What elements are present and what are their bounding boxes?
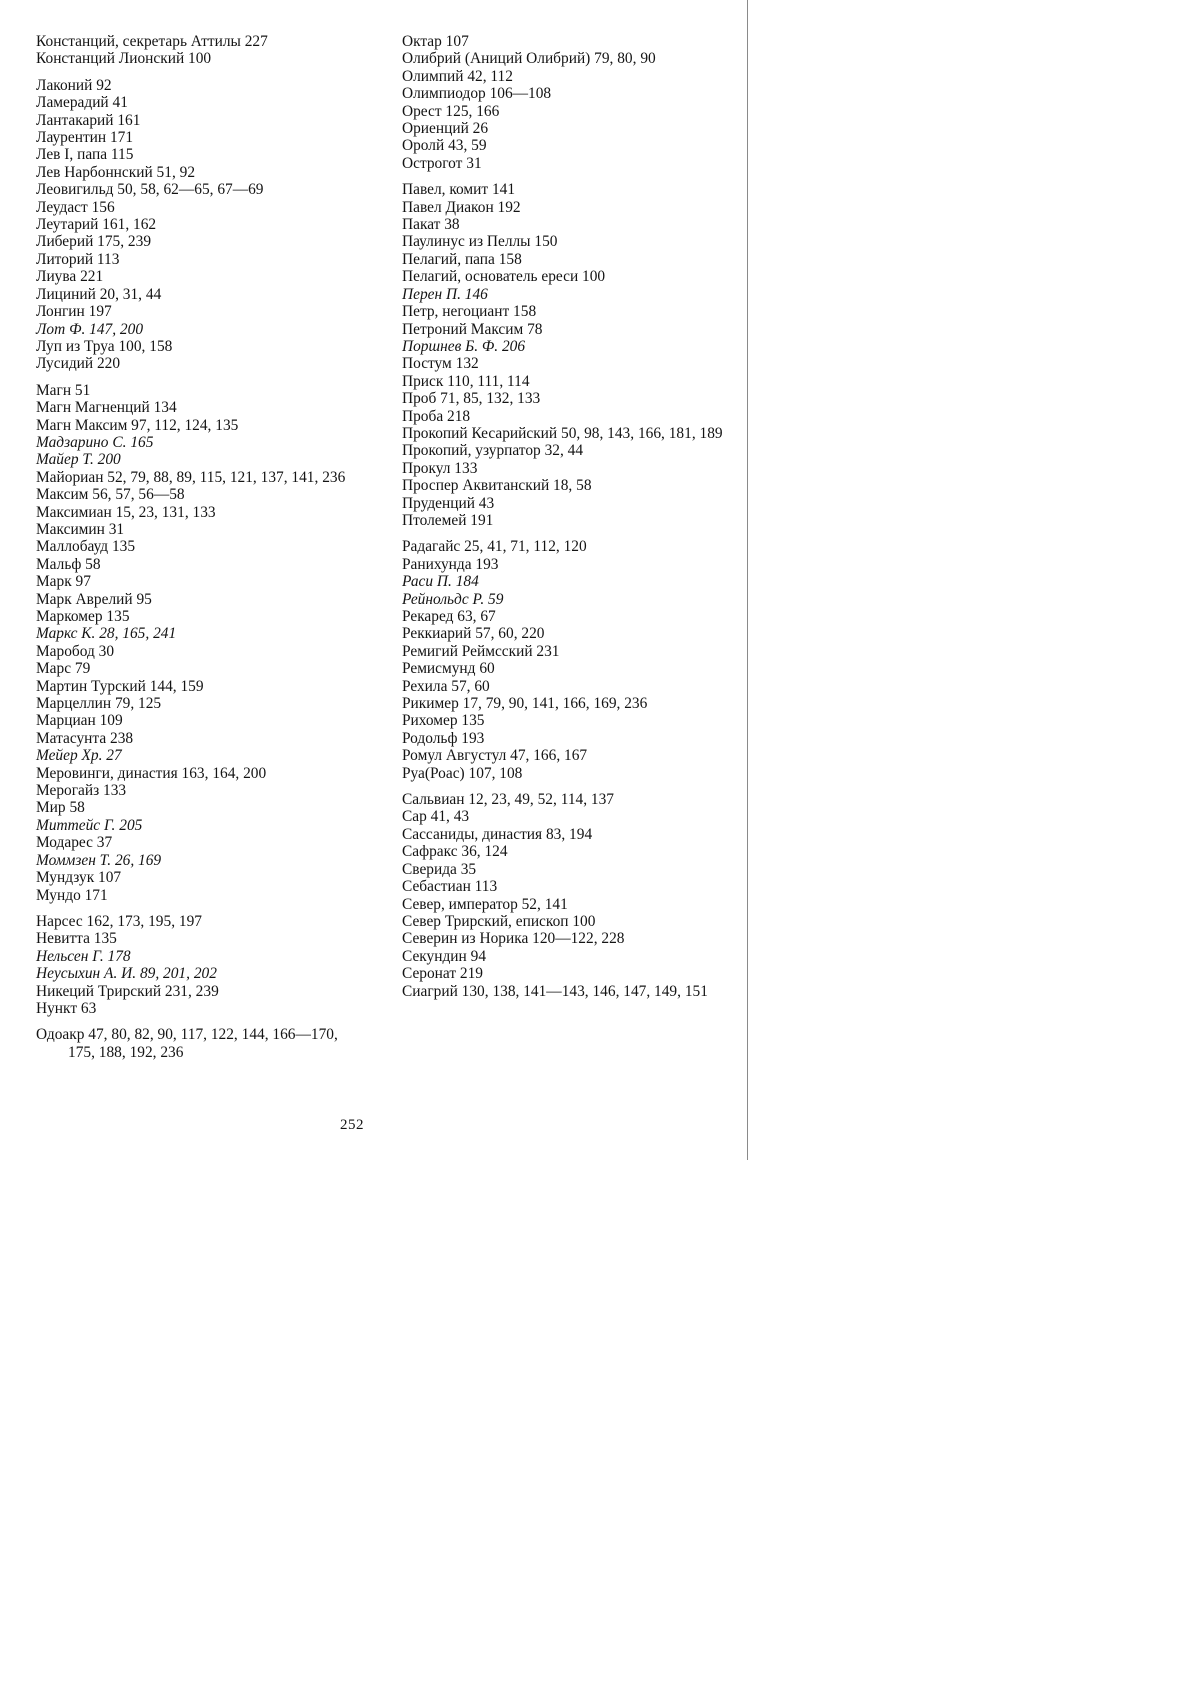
index-entry: Литорий 113 [36, 250, 120, 268]
index-entry: Лонгин 197 [36, 303, 112, 321]
index-entry: Пелагий, основатель ереси 100 [402, 268, 606, 286]
index-entry: Оролй 43, 59 [402, 137, 487, 155]
index-entry: Проба 218 [402, 407, 471, 425]
index-entry: Прокопий, узурпатор 32, 44 [402, 442, 584, 460]
index-entry: Максимиан 15, 23, 131, 133 [36, 503, 216, 521]
index-entry: Ориенций 26 [402, 120, 489, 138]
index-entry: Одоакр 47, 80, 82, 90, 117, 122, 144, 166—170, 175, 188, 192, 236 [36, 1026, 338, 1061]
index-entry: Постум 132 [402, 355, 479, 373]
index-entry: Магн 51 [36, 381, 91, 399]
index-entry: Моммзен Т. 26, 169 [36, 851, 162, 869]
index-entry: Перен П. 146 [402, 285, 488, 303]
index-column-left [36, 33, 366, 1061]
index-entry: Леовигильд 50, 58, 62—65, 67—69 [36, 181, 264, 199]
index-entry: Раси П. 184 [402, 573, 479, 591]
index-entry: Поршнев Б. Ф. 206 [402, 337, 526, 355]
index-entry: Рекаред 63, 67 [402, 608, 496, 625]
index-entry: Никеций Трирский 231, 239 [36, 982, 219, 1000]
index-entry: Прокопий Кесарийский 50, 98, 143, 166, 181, 189 [402, 424, 723, 442]
index-entry: Октар 107 [402, 33, 469, 50]
index-entry: Маркс К. 28, 165, 241 [36, 625, 177, 643]
index-entry: Олимпий 42, 112 [402, 67, 513, 85]
index-letter-group [36, 77, 366, 373]
index-entry: Лициний 20, 31, 44 [36, 285, 162, 303]
index-entry: Магн Максим 97, 112, 124, 135 [36, 416, 239, 434]
page-edge-rule [747, 0, 748, 1160]
index-entry: Мундо 171 [36, 886, 108, 904]
index-entry: Север, император 52, 141 [402, 895, 568, 913]
index-letter-group [36, 913, 366, 1017]
index-entry: Неусыхин А. И. 89, 201, 202 [36, 965, 217, 983]
index-entry: Ромул Августул 47, 166, 167 [402, 747, 588, 765]
index-entry: Мейер Хр. 27 [36, 747, 122, 765]
index-entry: Модарес 37 [36, 834, 113, 852]
index-entry: Магн Магненций 134 [36, 399, 177, 417]
index-entry: Нельсен Г. 178 [36, 947, 131, 965]
index-entry: Максимин 31 [36, 520, 125, 538]
index-entry: Марк 97 [36, 573, 91, 591]
index-entry: Ремисмунд 60 [402, 660, 495, 678]
index-entry: Приск 110, 111, 114 [402, 372, 530, 390]
index-entry: Нарсес 162, 173, 195, 197 [36, 912, 202, 930]
index-entry: Меровинги, династия 163, 164, 200 [36, 764, 267, 782]
index-entry: Рихомер 135 [402, 712, 485, 730]
index-entry: Леудаст 156 [36, 198, 115, 216]
index-entry: Леутарий 161, 162 [36, 216, 157, 234]
index-entry: Пруденций 43 [402, 494, 495, 512]
index-entry: Рейнольдс Р. 59 [402, 590, 504, 608]
index-entry: Либерий 175, 239 [36, 233, 152, 251]
index-letter-group [402, 791, 730, 1000]
index-entry: Павел, комит 141 [402, 181, 516, 199]
index-entry: Птолемей 191 [402, 511, 494, 529]
page-number: 252 [340, 1117, 364, 1133]
index-entry: Северин из Норика 120—122, 228 [402, 930, 625, 948]
index-entry: Сверида 35 [402, 860, 477, 878]
index-entry: Мальф 58 [36, 555, 101, 573]
index-entry: Лев Нарбоннский 51, 92 [36, 163, 196, 181]
index-entry: Рехила 57, 60 [402, 677, 490, 695]
index-entry: Радагайс 25, 41, 71, 112, 120 [402, 538, 587, 556]
index-entry: Родольф 193 [402, 729, 485, 747]
index-entry: Себастиан 113 [402, 878, 498, 896]
index-entry: Ранихунда 193 [402, 555, 499, 573]
index-entry: Павел Диакон 192 [402, 198, 521, 216]
index-entry: Рикимер 17, 79, 90, 141, 166, 169, 236 [402, 695, 648, 713]
index-entry: Майер Т. 200 [36, 451, 121, 469]
index-entry: Паулинус из Пеллы 150 [402, 233, 558, 251]
index-entry: Реккиарий 57, 60, 220 [402, 625, 545, 643]
index-entry: Невитта 135 [36, 930, 117, 948]
index-entry: Максим 56, 57, 56—58 [36, 486, 185, 504]
index-entry: Сиагрий 130, 138, 141—143, 146, 147, 149, 151 [402, 982, 708, 1000]
index-column-right [402, 33, 730, 1000]
index-entry: Констанций, секретарь Аттилы 227 [36, 33, 268, 50]
index-entry: Север Трирский, епископ 100 [402, 912, 596, 930]
index-entry: Сальвиан 12, 23, 49, 52, 114, 137 [402, 791, 614, 809]
index-letter-group [402, 33, 730, 172]
index-entry: Луп из Труа 100, 158 [36, 337, 173, 355]
index-entry: Мадзарино С. 165 [36, 433, 154, 451]
index-entry: Констанций Лионский 100 [36, 50, 212, 68]
index-entry: Проспер Аквитанский 18, 58 [402, 477, 592, 495]
index-entry: Марс 79 [36, 660, 91, 678]
index-entry: Маробод 30 [36, 642, 115, 660]
index-entry: Лаурентин 171 [36, 129, 134, 147]
index-letter-group [402, 181, 730, 529]
index-entry: Лот Ф. 147, 200 [36, 320, 144, 338]
index-entry: Петроний Максим 78 [402, 320, 543, 338]
index-entry: Майориан 52, 79, 88, 89, 115, 121, 137, 141, 236 [36, 468, 346, 486]
index-entry: Ремигий Реймсский 231 [402, 642, 560, 660]
index-entry: Миттейс Г. 205 [36, 816, 143, 834]
index-letter-group [36, 1026, 366, 1061]
index-entry: Сафракс 36, 124 [402, 843, 508, 861]
index-letter-group [36, 382, 366, 904]
index-entry: Лаконий 92 [36, 76, 112, 94]
index-entry: Марк Аврелий 95 [36, 590, 152, 608]
index-entry: Острогот 31 [402, 154, 482, 172]
index-entry: Олимпиодор 106—108 [402, 85, 552, 103]
index-letter-group [402, 538, 730, 782]
index-entry: Мир 58 [36, 799, 85, 817]
index-entry: Ламерадий 41 [36, 94, 128, 112]
index-entry: Нункт 63 [36, 999, 97, 1017]
index-entry: Лев I, папа 115 [36, 146, 134, 164]
index-entry: Серонат 219 [402, 965, 484, 983]
index-entry: Орест 125, 166 [402, 102, 500, 120]
index-entry: Матасунта 238 [36, 729, 134, 747]
index-entry: Мартин Турский 144, 159 [36, 677, 204, 695]
index-entry: Марциан 109 [36, 712, 123, 730]
index-entry: Сассаниды, династия 83, 194 [402, 825, 593, 843]
index-letter-group [36, 33, 366, 68]
index-entry: Мерогайз 133 [36, 782, 127, 800]
index-entry: Секундин 94 [402, 947, 487, 965]
index-entry: Марцеллин 79, 125 [36, 695, 162, 713]
index-entry: Проб 71, 85, 132, 133 [402, 390, 541, 408]
index-entry: Маркомер 135 [36, 608, 130, 625]
index-entry: Прокул 133 [402, 459, 478, 477]
index-entry: Лантакарий 161 [36, 111, 141, 129]
index-entry: Петр, негоциант 158 [402, 303, 537, 321]
index-entry: Пелагий, папа 158 [402, 250, 522, 268]
index-entry: Маллобауд 135 [36, 538, 136, 556]
index-entry: Олибрий (Аниций Олибрий) 79, 80, 90 [402, 50, 656, 68]
index-entry: Пакат 38 [402, 216, 460, 234]
index-entry: Лиува 221 [36, 268, 104, 286]
index-entry: Лусидий 220 [36, 355, 121, 373]
index-entry: Руа(Роас) 107, 108 [402, 764, 523, 782]
index-entry: Мундзук 107 [36, 869, 122, 887]
index-entry: Сар 41, 43 [402, 808, 470, 826]
